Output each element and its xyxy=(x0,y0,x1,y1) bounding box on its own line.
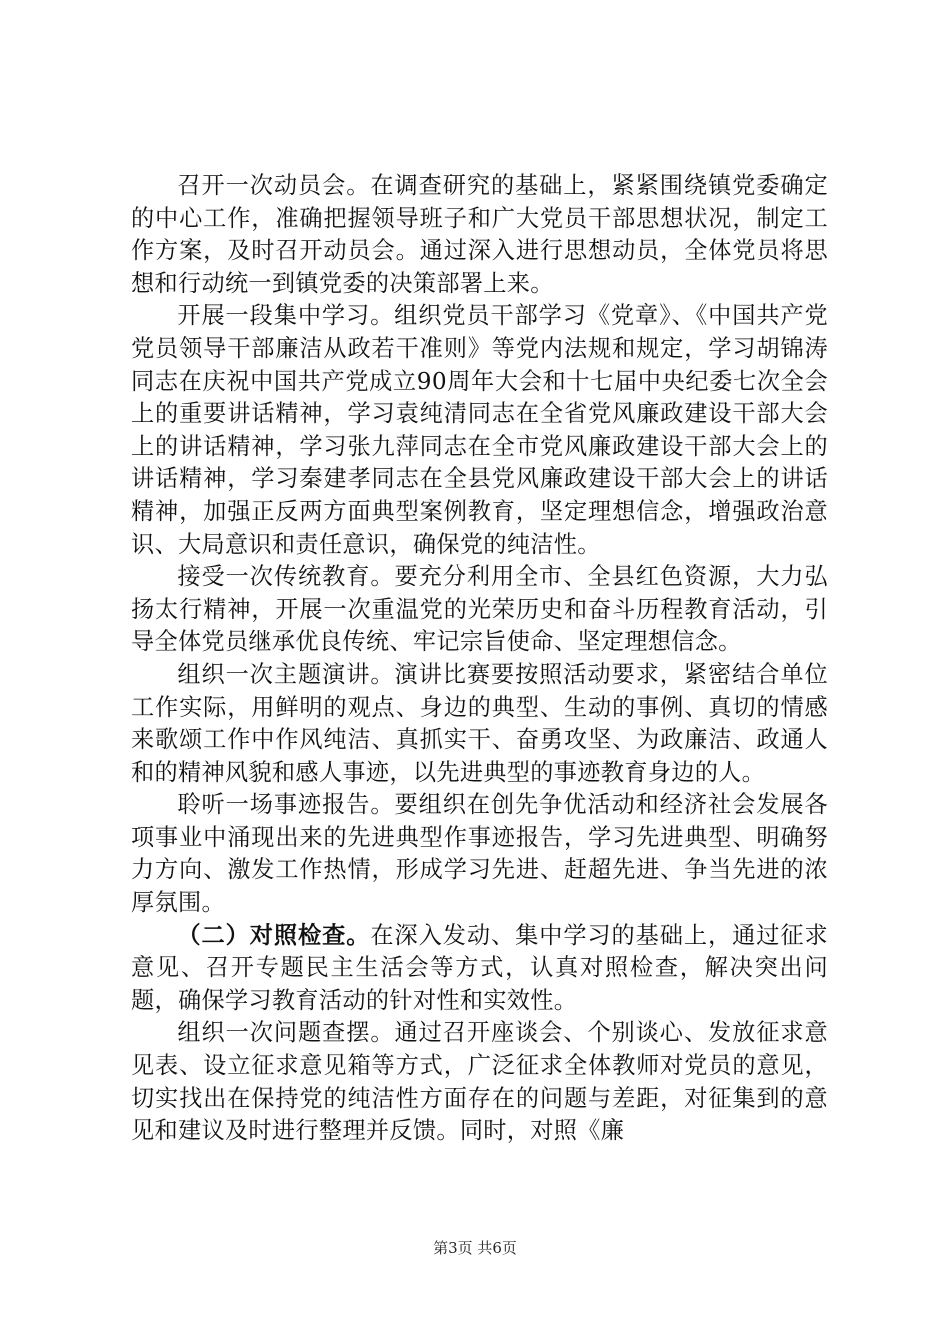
paragraph-concentrated-study xyxy=(131,300,828,561)
paragraph-problem-finding xyxy=(131,1017,828,1147)
body-text xyxy=(131,170,828,1148)
page-footer xyxy=(0,1238,950,1258)
paragraph-text: 组织一次问题查摆。通过召开座谈会、个别谈心、发放征求意见表、设立征求意见箱等方式，广泛征求全体教师对党员的意见，切实找出在保持党的纯洁性方面存在的问题与差距，对征集到的意见和建议及时进行整理并反馈。同时，对照《廉 xyxy=(131,1019,828,1145)
paragraph-deeds-report xyxy=(131,789,828,919)
paragraph-mobilization-meeting xyxy=(131,170,828,300)
paragraph-traditional-education xyxy=(131,561,828,659)
paragraph-text: 接受一次传统教育。要充分利用全市、全县红色资源，大力弘扬太行精神，开展一次重温党的光荣历史和奋斗历程教育活动，引导全体党员继承优良传统、牢记宗旨使命、坚定理想信念。 xyxy=(131,563,828,656)
paragraph-text: 在深入发动、集中学习的基础上，通过征求意见、召开专题民主生活会等方式，认真对照检查，解决突出问题，确保学习教育活动的针对性和实效性。 xyxy=(131,921,828,1014)
paragraph-text: 召开一次动员会。在调查研究的基础上，紧紧围绕镇党委确定的中心工作，准确把握领导班子和广大党员干部思想状况，制定工作方案，及时召开动员会。通过深入进行思想动员，全体党员将思想和行动统一到镇党委的决策部署上来。 xyxy=(131,172,828,297)
paragraph-theme-speech xyxy=(131,659,828,789)
section-heading: （二）对照检查。 xyxy=(177,921,371,949)
paragraph-text: 聆听一场事迹报告。要组织在创先争优活动和经济社会发展各项事业中涌现出来的先进典型作事迹报告，学习先进典型、明确努力方向、激发工作热情，形成学习先进、赶超先进、争当先进的浓厚氛围。 xyxy=(131,791,828,917)
paragraph-section-comparison-check xyxy=(131,920,828,1018)
paragraph-text: 开展一段集中学习。组织党员干部学习《党章》、《中国共产党党员领导干部廉洁从政若干准则》等党内法规和规定，学习胡锦涛同志在庆祝中国共产党成立90周年大会和十七届中央纪委七次全会上的重要讲话精神，学习袁纯清同志在全省党风廉政建设干部大会上的讲话精神，学习张九萍同志在全市党风廉政建设干部大会上的讲话精神，学习秦建孝同志在全县党风廉政建设干部大会上的讲话精神，加强正反两方面典型案例教育，坚定理想信念，增强政治意识、大局意识和责任意识，确保党的纯洁性。 xyxy=(131,302,828,558)
paragraph-text: 组织一次主题演讲。演讲比赛要按照活动要求，紧密结合单位工作实际，用鲜明的观点、身边的典型、生动的事例、真切的情感来歌颂工作中作风纯洁、真抓实干、奋勇攻坚、为政廉洁、政通人和的精神风貌和感人事迹，以先进典型的事迹教育身边的人。 xyxy=(131,660,828,786)
page-number-label: 第3页 共6页 xyxy=(433,1239,517,1257)
